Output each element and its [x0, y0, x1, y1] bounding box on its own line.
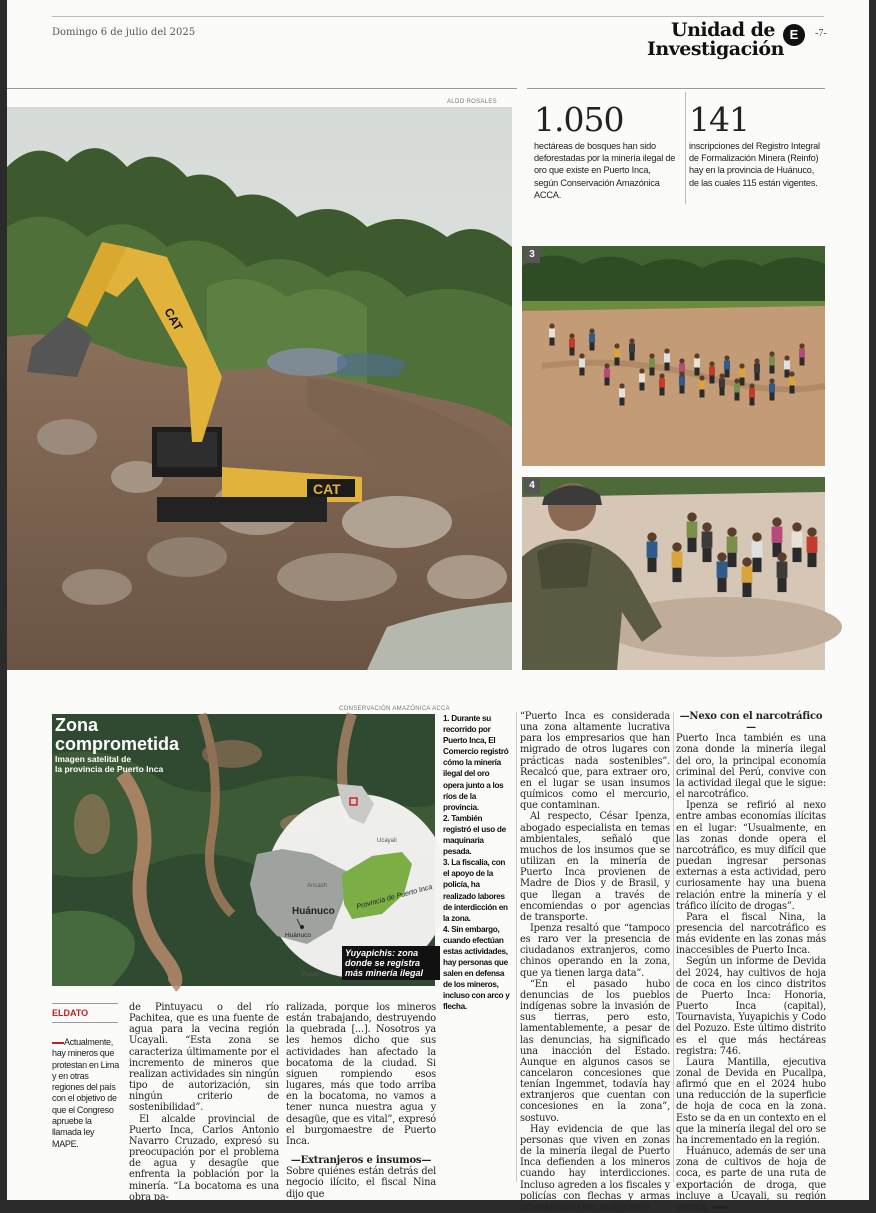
person-head	[614, 343, 619, 348]
person-head	[724, 355, 729, 360]
person-body	[769, 357, 775, 366]
person-legs	[620, 398, 625, 406]
person-legs	[770, 393, 775, 401]
person-body	[694, 359, 700, 368]
person-legs	[785, 370, 790, 378]
person-legs	[695, 368, 700, 376]
person-legs	[660, 388, 665, 396]
col5-subhead: —Nexo con el narcotráfico—	[679, 711, 823, 734]
person-legs	[770, 366, 775, 374]
person-head	[604, 363, 609, 368]
person-body	[807, 537, 818, 553]
map-credit: CONSERVACIÓN AMAZÓNICA ACCA	[339, 706, 450, 712]
photo-credit: ALDO ROSALES	[447, 99, 497, 105]
article-column-5	[676, 711, 826, 1213]
map-callout-line2: donde se registra	[345, 958, 421, 968]
person-body	[702, 532, 713, 548]
eldato-rule	[52, 1003, 118, 1004]
svg-text:CAT: CAT	[161, 305, 186, 334]
end-of-article-mark	[713, 1206, 727, 1209]
person-head	[709, 361, 714, 366]
standoff-photo-illustration	[522, 477, 825, 670]
person-legs	[743, 583, 752, 597]
eldato-marker-icon	[52, 1042, 64, 1044]
main-photo-excavator	[7, 107, 512, 670]
person-body	[709, 367, 715, 376]
person-body	[569, 339, 575, 348]
col3-paragraph-2: Sobre quiénes están detrás del negocio ilícito, el fiscal Nina dijo que	[286, 1166, 436, 1200]
person-body	[717, 562, 728, 578]
crowd-photo-illustration	[522, 246, 825, 466]
person-body	[614, 349, 620, 358]
person-body	[734, 384, 740, 393]
person-head	[799, 343, 804, 348]
newspaper-logo-icon: E	[783, 24, 805, 46]
header-bottom-rule	[7, 88, 517, 89]
person-head	[619, 383, 624, 388]
svg-text:CAT: CAT	[313, 481, 341, 497]
caption-2-number: 2.	[443, 813, 450, 823]
map-title	[55, 716, 179, 754]
col4-paragraph-1: “Puerto Inca es considerada una zona altamente lucrativa para los empresarios que han migrado de otros lugares con prácticas nada sostenibles”. Recalcó que, para extraer oro, en el lugar se usan insumos químicos como el mercurio, que contaminan.	[520, 711, 670, 812]
eldato-text	[52, 1037, 120, 1150]
map-label-huanuco-city: Huánuco	[285, 932, 312, 939]
map-label-ancash: Ancash	[307, 883, 328, 889]
person-legs	[778, 578, 787, 592]
col5-paragraph-1: Puerto Inca también es una zona donde la minería ilegal del oro, la principal economía criminal del Perú, convive con la actividad ilegal que le sigue: el narcotráfico.	[676, 733, 826, 801]
person-body	[799, 349, 805, 358]
column-divider	[673, 712, 674, 1182]
photo-captions	[443, 713, 511, 1013]
person-body	[752, 542, 763, 558]
person-legs	[665, 363, 670, 371]
person-head	[769, 351, 774, 356]
person-body	[672, 552, 683, 568]
person-body	[649, 359, 655, 368]
person-head	[647, 532, 656, 541]
person-head	[754, 358, 759, 363]
col4-paragraph-3: Ipenza resaltó que “tampoco es raro ver la presencia de ciudadanos extranjeros, como chinos operando en la zona, que ya tienen larga data”.	[520, 922, 670, 979]
col5-paragraph-2: Ipenza se refirió al nexo entre ambas economías ilícitas en el lugar: “Usualmente, en las zonas donde opera el narcotráfico, es muy difícil que puedan ingresar personas externas a esta actividad, pero curiosamente hay una buena relación entre la minería y el tráfico ilícito de drogas”.	[676, 800, 826, 912]
person-body	[777, 562, 788, 578]
col5-paragraph-6-text: Huánuco, además de ser una zona de cultivos de hoja de coca, es parte de una ruta de exportación de droga, que incluye a Ucayali, su región vecina.	[676, 1146, 826, 1213]
person-legs	[793, 548, 802, 562]
map-title-line2: comprometida	[55, 734, 180, 754]
col3-subhead: —Extranjeros e insumos—	[290, 1155, 432, 1167]
person-body	[749, 389, 755, 398]
caption-2	[443, 813, 511, 857]
person-head	[649, 353, 654, 358]
person-legs	[800, 358, 805, 366]
person-body	[699, 381, 705, 390]
person-body	[589, 334, 595, 343]
article-column-2	[129, 1002, 279, 1203]
caption-4	[443, 924, 511, 1013]
person-body	[789, 377, 795, 386]
person-legs	[680, 386, 685, 394]
col4-paragraph-5: Hay evidencia de que las personas que viven en zonas de la minería ilegal de Puerto Inca defienden a los mineros cuando hay interdicciones. Incluso agreden a los fiscales y policías con flechas y armas artesanales (ver imágenes).	[520, 1123, 670, 1213]
person-body	[687, 522, 698, 538]
person-legs	[688, 538, 697, 552]
person-legs	[648, 558, 657, 572]
person-body	[647, 542, 658, 558]
person-legs	[650, 368, 655, 376]
person-head	[727, 527, 736, 536]
map-label-ucayali: Ucayali	[377, 838, 397, 844]
col2-paragraph-2: El alcalde provincial de Puerto Inca, Carlos Antonio Navarro Cruzado, expresó su preocupación por el problema de agua y desagüe que enfrenta la población por la minería. “La bocatoma es una obra pa-	[129, 1113, 279, 1203]
section-title	[647, 19, 784, 60]
person-body	[659, 379, 665, 388]
map-label-pasco: Pasco	[302, 972, 319, 978]
person-head	[659, 373, 664, 378]
map-label-huanuco-region: Huánuco	[292, 906, 335, 917]
stat-divider	[685, 92, 686, 204]
photo-4-badge: 4	[524, 478, 540, 494]
caption-1	[443, 713, 511, 813]
caption-3-text: La fiscalía, con el apoyo de la policía, ha realizado labores de interdicción en la zona.	[443, 858, 508, 923]
person-body	[784, 361, 790, 370]
person-legs	[755, 373, 760, 381]
article-column-3	[286, 1002, 436, 1200]
stat-number-reinfo: 141	[689, 100, 749, 139]
person-head	[792, 522, 801, 531]
person-legs	[673, 568, 682, 582]
person-legs	[615, 358, 620, 366]
person-legs	[720, 388, 725, 396]
col2-paragraph-1: de Pintuyacu o del río Pachitea, que es una fuente de agua para la vecina región Ucayali. “Esta zona se caracteriza últimamente por el incremento de mineros que realizan actividades sin ningún tipo de autorización, sin ningún criterio de sostenibilidad”.	[129, 1002, 279, 1114]
col5-paragraph-3: Para el fiscal Nina, la presencia del narcotráfico es más evidente en las zonas más inaccesibles de Puerto Inca.	[676, 911, 826, 957]
person-legs	[640, 383, 645, 391]
person-body	[742, 567, 753, 583]
person-legs	[718, 578, 727, 592]
person-head	[789, 371, 794, 376]
person-body	[792, 532, 803, 548]
eldato-body: Actualmente, hay mineros que protestan en Lima y en otras regiones del país con el objetivo de que el Congreso apruebe la llamada ley MAPE.	[52, 1037, 119, 1149]
person-body	[629, 344, 635, 353]
person-body	[754, 364, 760, 373]
person-legs	[550, 338, 555, 346]
person-head	[569, 333, 574, 338]
person-legs	[605, 378, 610, 386]
person-head	[742, 557, 751, 566]
stat-text-hectares: hectáreas de bosques han sido deforestadas por la minería ilegal de oro que existe en Puerto Inca, según Conservación Amazónica ACCA.	[534, 141, 676, 200]
photo-3-crowd	[522, 246, 825, 466]
person-head	[679, 371, 684, 376]
person-head	[589, 328, 594, 333]
photo-4-standoff	[522, 477, 825, 670]
person-body	[639, 374, 645, 383]
stat-text-reinfo: inscripciones del Registro Integral de Formalización Minera (Reinfo) hay en la provincia de Huánuco, de las cuales 115 están vigentes.	[689, 141, 820, 188]
person-legs	[630, 353, 635, 361]
person-head	[807, 527, 816, 536]
person-head	[752, 532, 761, 541]
person-head	[549, 323, 554, 328]
caption-1-text: Durante su recorrido por Puerto Inca, El Comercio registró cómo la minería ilegal del oro opera junto a los ríos de la provincia.	[443, 714, 509, 812]
col4-paragraph-2: Al respecto, César Ipenza, abogado especialista en temas ambientales, señaló que muchos de los insumos que se utilizan en la minería de Puerto Inca provienen de Madre de Dios y de Brasil, y que llegan a través de encomiendas o por agencias de transporte.	[520, 811, 670, 923]
caption-2-text: También registró el uso de maquinaria pesada.	[443, 813, 506, 857]
eldato-title: ELDATO	[52, 1008, 89, 1018]
col3-paragraph-1: ralizada, porque los mineros están trabajando, destruyendo la quebrada [...]. Nosotros ya les hemos dicho que sus actividades han afectado la bocatoma de la ciudad. Si siguen rompiendo esos lugares, más que todo arriba en la bocatoma, no vamos a tener nunca nuestra agua y desagüe, que es vital”, expresó el burgomaestre de Puerto Inca.	[286, 1002, 436, 1147]
photo-3-badge: 3	[524, 247, 540, 263]
col5-paragraph-4: Según un informe de Devida del 2024, hay cultivos de hoja de coca en los cinco distritos de Puerto Inca: Honoria, Puerto Inca (capital), Tournavista, Yuyapichis y Codo del Pozuzo. Este último distrito es el que más hectáreas registra: 746.	[676, 956, 826, 1057]
person-legs	[753, 558, 762, 572]
person-legs	[700, 390, 705, 398]
caption-4-number: 4.	[443, 924, 450, 934]
person-legs	[808, 553, 817, 567]
eldato-rule-2	[52, 1022, 118, 1023]
person-head	[702, 522, 711, 531]
person-head	[579, 353, 584, 358]
person-body	[664, 354, 670, 363]
person-head	[769, 378, 774, 383]
caption-3-number: 3.	[443, 858, 450, 868]
caption-3	[443, 857, 511, 924]
caption-4-text: Sin embargo, cuando efectúan estas actividades, hay personas que salen en defensa de los mineros, incluso con arco y flecha.	[443, 924, 510, 1012]
person-head	[739, 363, 744, 368]
person-head	[717, 552, 726, 561]
person-head	[629, 338, 634, 343]
person-body	[724, 361, 730, 370]
col5-paragraph-6	[676, 1146, 826, 1213]
header-bottom-rule-right	[527, 88, 825, 89]
article-column-4	[520, 711, 670, 1213]
person-legs	[570, 348, 575, 356]
person-body	[549, 329, 555, 338]
person-legs	[710, 376, 715, 384]
person-head	[772, 517, 781, 526]
person-body	[679, 377, 685, 386]
person-body	[604, 369, 610, 378]
person-head	[699, 375, 704, 380]
person-legs	[703, 548, 712, 562]
dateline: Domingo 6 de julio del 2025	[52, 27, 196, 38]
person-body	[739, 369, 745, 378]
person-legs	[580, 368, 585, 376]
person-body	[769, 384, 775, 393]
column-divider-2	[516, 712, 517, 1182]
excavator-photo-illustration	[7, 107, 512, 670]
stat-number-hectares: 1.050	[534, 100, 624, 139]
map-subtitle	[55, 754, 163, 774]
col4-paragraph-4: “En el pasado hubo denuncias de los pueblos indígenas sobre la invasión de sus tierras, pero esto, lamentablemente, a pesar de las denuncias, ha significado una inacción del Estado. Aunque en algunos casos se cancelaron concesiones que tenían Ingemmet, todavía hay extranjeros que cuentan con concesiones en la zona”, sostuvo.	[520, 978, 670, 1124]
newspaper-page	[7, 0, 869, 1213]
person-legs	[725, 370, 730, 378]
col5-paragraph-5: Laura Mantilla, ejecutiva zonal de Devida en Pucallpa, afirmó que en el 2024 hubo una reducción de la superficie de hoja de coca en la zona. Esto se da en un contexto en el que la minería ilegal del oro se ha incrementado en la región.	[676, 1056, 826, 1146]
map-callout-line1: Yuyapichis: zona	[345, 948, 419, 958]
person-head	[734, 378, 739, 383]
person-body	[619, 389, 625, 398]
person-legs	[735, 393, 740, 401]
section-title-line1: Unidad de	[671, 19, 775, 41]
map-callout-line3: más minería ilegal	[345, 968, 424, 978]
person-body	[772, 527, 783, 543]
person-head	[719, 373, 724, 378]
person-head	[679, 358, 684, 363]
person-head	[672, 542, 681, 551]
map-subtitle-line2: la provincia de Puerto Inca	[55, 764, 164, 774]
map-title-line1: Zona	[55, 715, 98, 735]
person-legs	[750, 398, 755, 406]
person-head	[687, 512, 696, 521]
person-body	[579, 359, 585, 368]
map-callout	[342, 946, 440, 980]
person-body	[679, 364, 685, 373]
person-head	[777, 552, 786, 561]
section-title-line2: Investigación	[647, 38, 784, 60]
person-legs	[740, 378, 745, 386]
person-head	[749, 383, 754, 388]
map-label-provincia: Provincia de Puerto Inca	[355, 881, 434, 911]
person-body	[727, 537, 738, 553]
person-head	[784, 355, 789, 360]
person-head	[694, 353, 699, 358]
person-head	[664, 348, 669, 353]
person-body	[719, 379, 725, 388]
map-subtitle-line1: Imagen satelital de	[55, 754, 132, 764]
person-head	[639, 368, 644, 373]
person-legs	[790, 386, 795, 394]
caption-1-number: 1.	[443, 714, 450, 723]
header-top-rule	[52, 16, 824, 17]
person-legs	[728, 553, 737, 567]
person-legs	[590, 343, 595, 351]
page-number: -7-	[815, 28, 827, 39]
